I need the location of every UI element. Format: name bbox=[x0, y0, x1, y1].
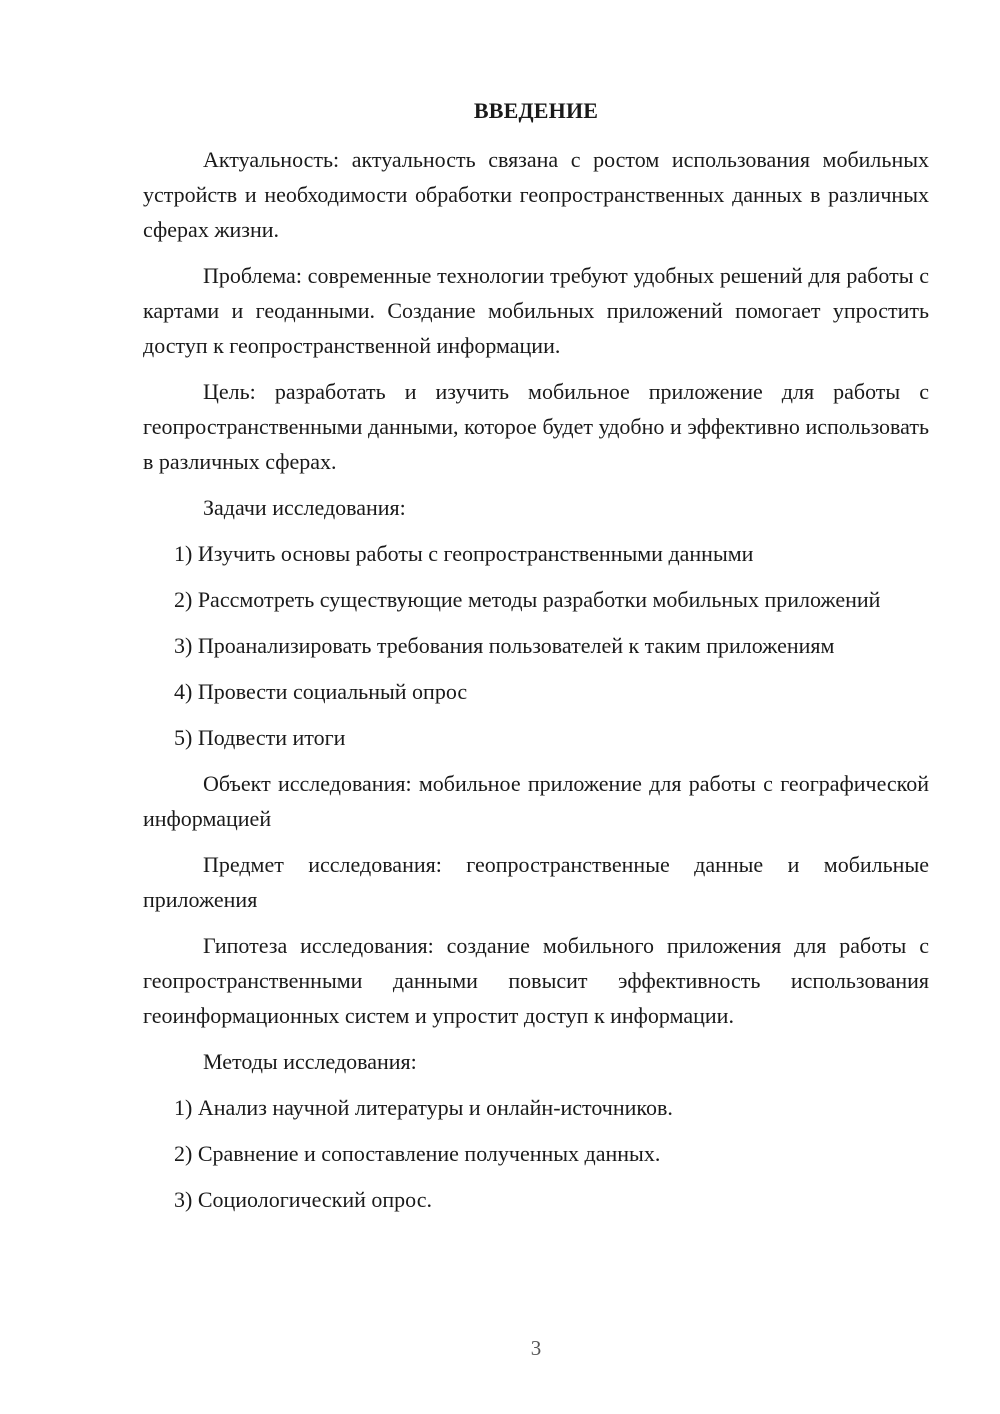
paragraph-problem: Проблема: современные технологии требуют удобных решений для работы с картами и геоданными. Создание мобильных приложений помогает упростить доступ к геопространственной информации. bbox=[143, 263, 929, 358]
list-item-method-2: 2) Сравнение и сопоставление полученных данных. bbox=[174, 1141, 661, 1166]
body-text bbox=[143, 142, 929, 1228]
list-item-task-4: 4) Провести социальный опрос bbox=[174, 679, 468, 704]
paragraph-subject: Предмет исследования: геопространственные данные и мобильные приложения bbox=[143, 852, 929, 912]
paragraph-object: Объект исследования: мобильное приложение для работы с географической информацией bbox=[143, 771, 929, 831]
section-heading: ВВЕДЕНИЕ bbox=[473, 98, 599, 123]
list-item-task-2: 2) Рассмотреть существующие методы разработки мобильных приложений bbox=[174, 587, 881, 612]
list-item-task-1: 1) Изучить основы работы с геопространственными данными bbox=[174, 541, 754, 566]
paragraph-relevance: Актуальность: актуальность связана с ростом использования мобильных устройств и необходимости обработки геопространственных данных в различных сферах жизни. bbox=[143, 147, 929, 242]
paragraph-hypothesis: Гипотеза исследования: создание мобильного приложения для работы с геопространственными данными повысит эффективность использования геоинформационных систем и упростит доступ к информации. bbox=[143, 933, 929, 1028]
page-number: 3 bbox=[530, 1336, 542, 1360]
list-item-task-3: 3) Проанализировать требования пользователей к таким приложениям bbox=[174, 633, 835, 658]
list-item-method-1: 1) Анализ научной литературы и онлайн-источников. bbox=[174, 1095, 673, 1120]
paragraph-tasks-heading: Задачи исследования: bbox=[203, 495, 406, 520]
paragraph-goal: Цель: разработать и изучить мобильное приложение для работы с геопространственными данными, которое будет удобно и эффективно использовать в различных сферах. bbox=[143, 379, 929, 474]
paragraph-methods-heading: Методы исследования: bbox=[203, 1049, 417, 1074]
list-item-method-3: 3) Социологический опрос. bbox=[174, 1187, 432, 1212]
list-item-task-5: 5) Подвести итоги bbox=[174, 725, 346, 750]
